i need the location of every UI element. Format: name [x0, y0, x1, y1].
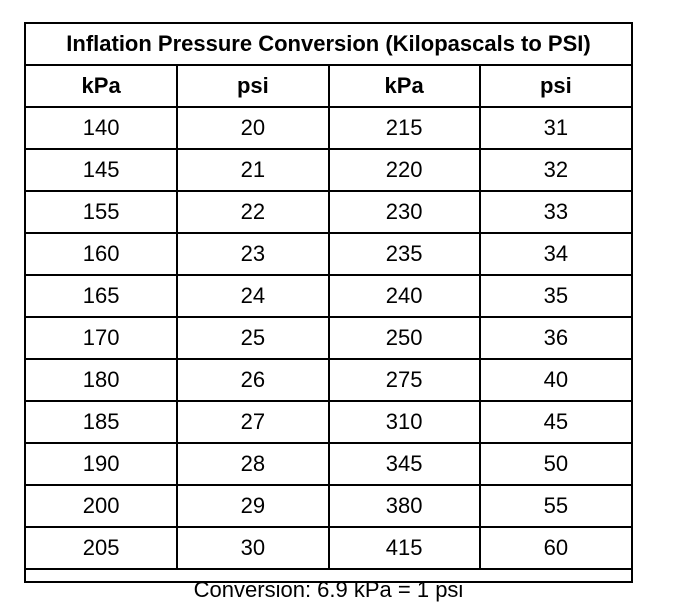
- conversion-table: [26, 24, 631, 610]
- psi-cell: 29: [177, 485, 328, 527]
- psi-cell: 33: [480, 191, 631, 233]
- kpa-cell: 190: [26, 443, 177, 485]
- psi-cell: 31: [480, 107, 631, 149]
- psi-cell: 30: [177, 527, 328, 569]
- psi-cell: 26: [177, 359, 328, 401]
- kpa-cell: 205: [26, 527, 177, 569]
- psi-cell: 35: [480, 275, 631, 317]
- kpa-cell: 180: [26, 359, 177, 401]
- header-row: [26, 65, 631, 107]
- table-row: [26, 359, 631, 401]
- table-row: [26, 443, 631, 485]
- psi-cell: 25: [177, 317, 328, 359]
- header-psi-1: psi: [177, 65, 328, 107]
- kpa-cell: 235: [329, 233, 480, 275]
- table-row: [26, 191, 631, 233]
- kpa-cell: 380: [329, 485, 480, 527]
- kpa-cell: 415: [329, 527, 480, 569]
- kpa-cell: 310: [329, 401, 480, 443]
- kpa-cell: 155: [26, 191, 177, 233]
- kpa-cell: 200: [26, 485, 177, 527]
- kpa-cell: 165: [26, 275, 177, 317]
- kpa-cell: 140: [26, 107, 177, 149]
- kpa-cell: 170: [26, 317, 177, 359]
- header-psi-2: psi: [480, 65, 631, 107]
- psi-cell: 40: [480, 359, 631, 401]
- psi-cell: 34: [480, 233, 631, 275]
- psi-cell: 22: [177, 191, 328, 233]
- psi-cell: 23: [177, 233, 328, 275]
- kpa-cell: 145: [26, 149, 177, 191]
- psi-cell: 36: [480, 317, 631, 359]
- kpa-cell: 275: [329, 359, 480, 401]
- psi-cell: 50: [480, 443, 631, 485]
- conversion-note: Conversion: 6.9 kPa = 1 psi: [26, 569, 631, 610]
- table-title: Inflation Pressure Conversion (Kilopascals to PSI): [26, 24, 631, 65]
- header-kpa-1: kPa: [26, 65, 177, 107]
- table-row: [26, 527, 631, 569]
- psi-cell: 28: [177, 443, 328, 485]
- kpa-cell: 345: [329, 443, 480, 485]
- kpa-cell: 240: [329, 275, 480, 317]
- table-row: [26, 149, 631, 191]
- conversion-table-container: [24, 22, 633, 602]
- kpa-cell: 230: [329, 191, 480, 233]
- table-row: [26, 485, 631, 527]
- table-row: [26, 401, 631, 443]
- table-row: [26, 107, 631, 149]
- psi-cell: 55: [480, 485, 631, 527]
- psi-cell: 20: [177, 107, 328, 149]
- psi-cell: 21: [177, 149, 328, 191]
- table-row: [26, 317, 631, 359]
- table-row: [26, 275, 631, 317]
- psi-cell: 45: [480, 401, 631, 443]
- psi-cell: 32: [480, 149, 631, 191]
- kpa-cell: 185: [26, 401, 177, 443]
- psi-cell: 24: [177, 275, 328, 317]
- table-row: [26, 233, 631, 275]
- kpa-cell: 250: [329, 317, 480, 359]
- kpa-cell: 215: [329, 107, 480, 149]
- header-kpa-2: kPa: [329, 65, 480, 107]
- psi-cell: 27: [177, 401, 328, 443]
- kpa-cell: 160: [26, 233, 177, 275]
- title-row: [26, 24, 631, 65]
- psi-cell: 60: [480, 527, 631, 569]
- footer-row: [26, 569, 631, 610]
- kpa-cell: 220: [329, 149, 480, 191]
